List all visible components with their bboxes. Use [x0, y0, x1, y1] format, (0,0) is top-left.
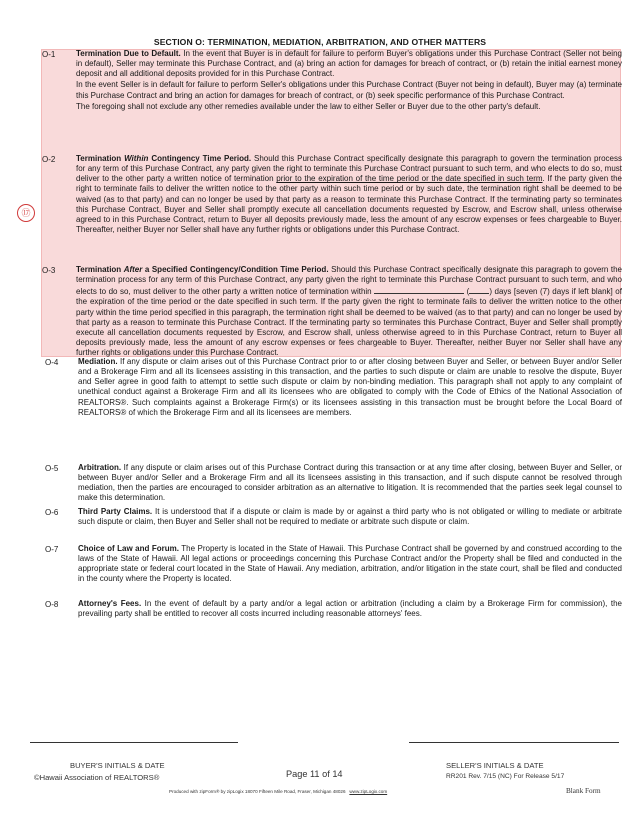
- paragraph-heading: Termination After a Specified Contingency/Condition Time Period.: [76, 265, 329, 274]
- form-id: RR201 Rev. 7/15 (NC) For Release 5/17: [446, 773, 565, 780]
- paragraph-number: O-7: [45, 545, 59, 554]
- paragraph-number: O-3: [42, 266, 56, 275]
- paragraph-text-c: The foregoing shall not exclude any other remedies available under the law to either Seller or Buyer due to the other party's default.: [76, 101, 541, 111]
- paragraph-text: Termination After a Specified Contingency/Condition Time Period. Should this Purchase Contract specifically designate this paragraph to govern the termination process for any term of this Purchase Contract, any party given the right to terminate this Purchase Contract pursuant to such term, and who elects to do so, must deliver to the other party a written notice of termination within ( ) days [seven (7) days if left blank] of the expiration of the time period or the date specified in such term. If the party given the right to terminate fails to deliver the written notice to the other party within the time period specified in this paragraph, the termination right shall be deemed to be waived (as to that party) and can no longer be used by that party as a reason to terminate this Purchase Contract. If the terminating party so terminates this Purchase Contract, Buyer and Seller shall promptly execute all cancellation documents requested by Escrow, and Escrow shall, unless otherwise agreed to in this Purchase Contract, return to Buyer all deposits previously made, less the amount of any escrow expenses or fees chargeable to Buyer. Thereafter, neither Buyer nor Seller shall have any further rights or obligations under this Purchase Contract.: [76, 265, 623, 358]
- paragraph-text: Choice of Law and Forum. The Property is located in the State of Hawaii. This Purchase Contract shall be governed by and construed according to the laws of the State of Hawaii. All legal actions or proceedings concerning this Purchase Contract and/or the Property shall be filed and conducted in the appropriate state or federal court located in the State of Hawaii. Any mediation, arbitration, and/or litigation in the state court, shall be filed and conducted in the county where the Property is located.: [78, 544, 622, 584]
- paragraph-text: Arbitration. If any dispute or claim arises out of this Purchase Contract during this transaction or at any time after closing, between Buyer and Seller, or between Buyer and/or Seller and a Brokerage Firm and all its licensees assisting in this transaction, and if such dispute cannot be resolved through mediation, then the parties are encouraged to consider arbitration as an alternative to litigation. It is recommended that the parties seek legal counsel to make this determination.: [78, 463, 623, 503]
- paragraph-heading: Choice of Law and Forum.: [78, 544, 179, 553]
- paragraph-heading: Third Party Claims.: [78, 507, 153, 516]
- paragraph-number: O-4: [45, 358, 59, 367]
- annotation-marker: ⑰: [17, 204, 35, 222]
- seller-initials-line[interactable]: [409, 742, 619, 743]
- copyright: ©Hawaii Association of REALTORS®: [34, 773, 160, 782]
- produced-by: Produced with zipForm® by zipLogix 18070 Fifteen Mile Road, Fraser, Michigan 48026 www.zipLogix.com: [169, 789, 388, 794]
- paragraph-text: Termination Due to Default. In the event that Buyer is in default for failure to perform Buyer's obligations under this Purchase Contract (Seller not being in default), Seller may terminate this Purchase Contract, and (a) bring an action for damages for breach of contract, or (b) retain the initial earnest money deposit and all additional deposits provided for in this Purchase Contract. In the event Seller is in default for failure to perform Seller's obligations under this Purchase Contract (Buyer not being in default), Buyer may (a) terminate this Purchase Contract and bring an action for damages for breach of contract, or (b) seek specific performance of this Purchase Contract. The foregoing shall not exclude any other remedies available under the law to either Seller or Buyer due to the other party's default.: [76, 49, 622, 111]
- paragraph-text: Attorney's Fees. In the event of default by a party and/or a legal action or arbitration (including a claim by a Brokerage Firm for commission), the prevailing party shall be entitled to recover all costs incurred including reasonable attorneys' fees.: [78, 599, 622, 619]
- paragraph-heading: Arbitration.: [78, 463, 122, 472]
- paragraph-text: Third Party Claims. It is understood that if a dispute or claim is made by or against a third party who is not obligated or willing to mediate or arbitrate such dispute or claim, then Buyer and Seller shall not be required to mediate or arbitrate such dispute or claim.: [78, 507, 622, 527]
- paragraph-heading: Termination Within Contingency Time Period.: [76, 154, 252, 163]
- website-link[interactable]: www.zipLogix.com: [349, 789, 388, 794]
- paragraph-number: O-5: [45, 464, 59, 473]
- notice-days-words-field[interactable]: [374, 285, 464, 294]
- paragraph-number: O-8: [45, 600, 59, 609]
- paragraph-text-b: In the event Seller is in default for failure to perform Seller's obligations under this Purchase Contract (Buyer not being in default), Buyer may (a) terminate this Purchase Contract and bring an action for damages for breach of contract, or (b) seek specific performance of this Purchase Contract.: [76, 80, 622, 100]
- seller-initials-label: SELLER'S INITIALS & DATE: [446, 761, 544, 770]
- paragraph-text: Termination Within Contingency Time Period. Should this Purchase Contract specifically designate this paragraph to govern the termination process for any term of this Purchase Contract, any party given the right to terminate this Purchase Contract pursuant to such term, and who elects to do so, must deliver to the other party a written notice of termination prior to the expiration of the time period or the date specified in such term. If the party given the right to terminate fails to deliver the written notice to the other party within such time period or by such date, the termination right shall be deemed to be waived (as to that party) and can no longer be used by that party as a reason to terminate this Purchase Contract. If the terminating party so terminates this Purchase Contract, Buyer and Seller shall promptly execute all cancellation documents requested by Escrow, and Escrow shall, unless otherwise agreed to in this Purchase Contract, return to Buyer all deposits previously made, less the amount of any escrow expenses or fees chargeable to Buyer. Thereafter, neither Buyer nor Seller shall have any further rights or obligations under this Purchase Contract.: [76, 154, 622, 235]
- section-title: SECTION O: TERMINATION, MEDIATION, ARBITRATION, AND OTHER MATTERS: [153, 37, 487, 47]
- page-number: Page 11 of 14: [286, 769, 343, 779]
- paragraph-number: O-1: [42, 50, 56, 59]
- paragraph-heading: Attorney's Fees.: [78, 599, 142, 608]
- buyer-initials-line[interactable]: [30, 742, 238, 743]
- buyer-initials-label: BUYER'S INITIALS & DATE: [70, 761, 165, 770]
- paragraph-heading: Mediation.: [78, 357, 118, 366]
- paragraph-number: O-2: [42, 155, 56, 164]
- paragraph-number: O-6: [45, 508, 59, 517]
- notice-days-number-field[interactable]: [469, 285, 489, 294]
- paragraph-heading: Termination Due to Default.: [76, 49, 181, 58]
- blank-form-label: Blank Form: [566, 787, 601, 795]
- paragraph-text: Mediation. If any dispute or claim arises out of this Purchase Contract prior to or after closing between Buyer and Seller, or between Buyer and/or Seller and a Brokerage Firm and all its licensees assisting in this transaction, and the parties to such dispute or claim are unable to resolve the dispute, Buyer and Seller agree in good faith to attempt to settle such dispute or claim by non-binding mediation. This paragraph shall not apply to any complaint of unethical conduct against a Brokerage Firm and all its licensees who are obligated to comply with the Code of Ethics of the National Association of REALTORS®. Such complaints against a Brokerage Firm(s) or its licensees assisting in this transaction must be brought before the Local Board of REALTORS® of which the Brokerage Firm and all its licensees are members.: [78, 357, 622, 417]
